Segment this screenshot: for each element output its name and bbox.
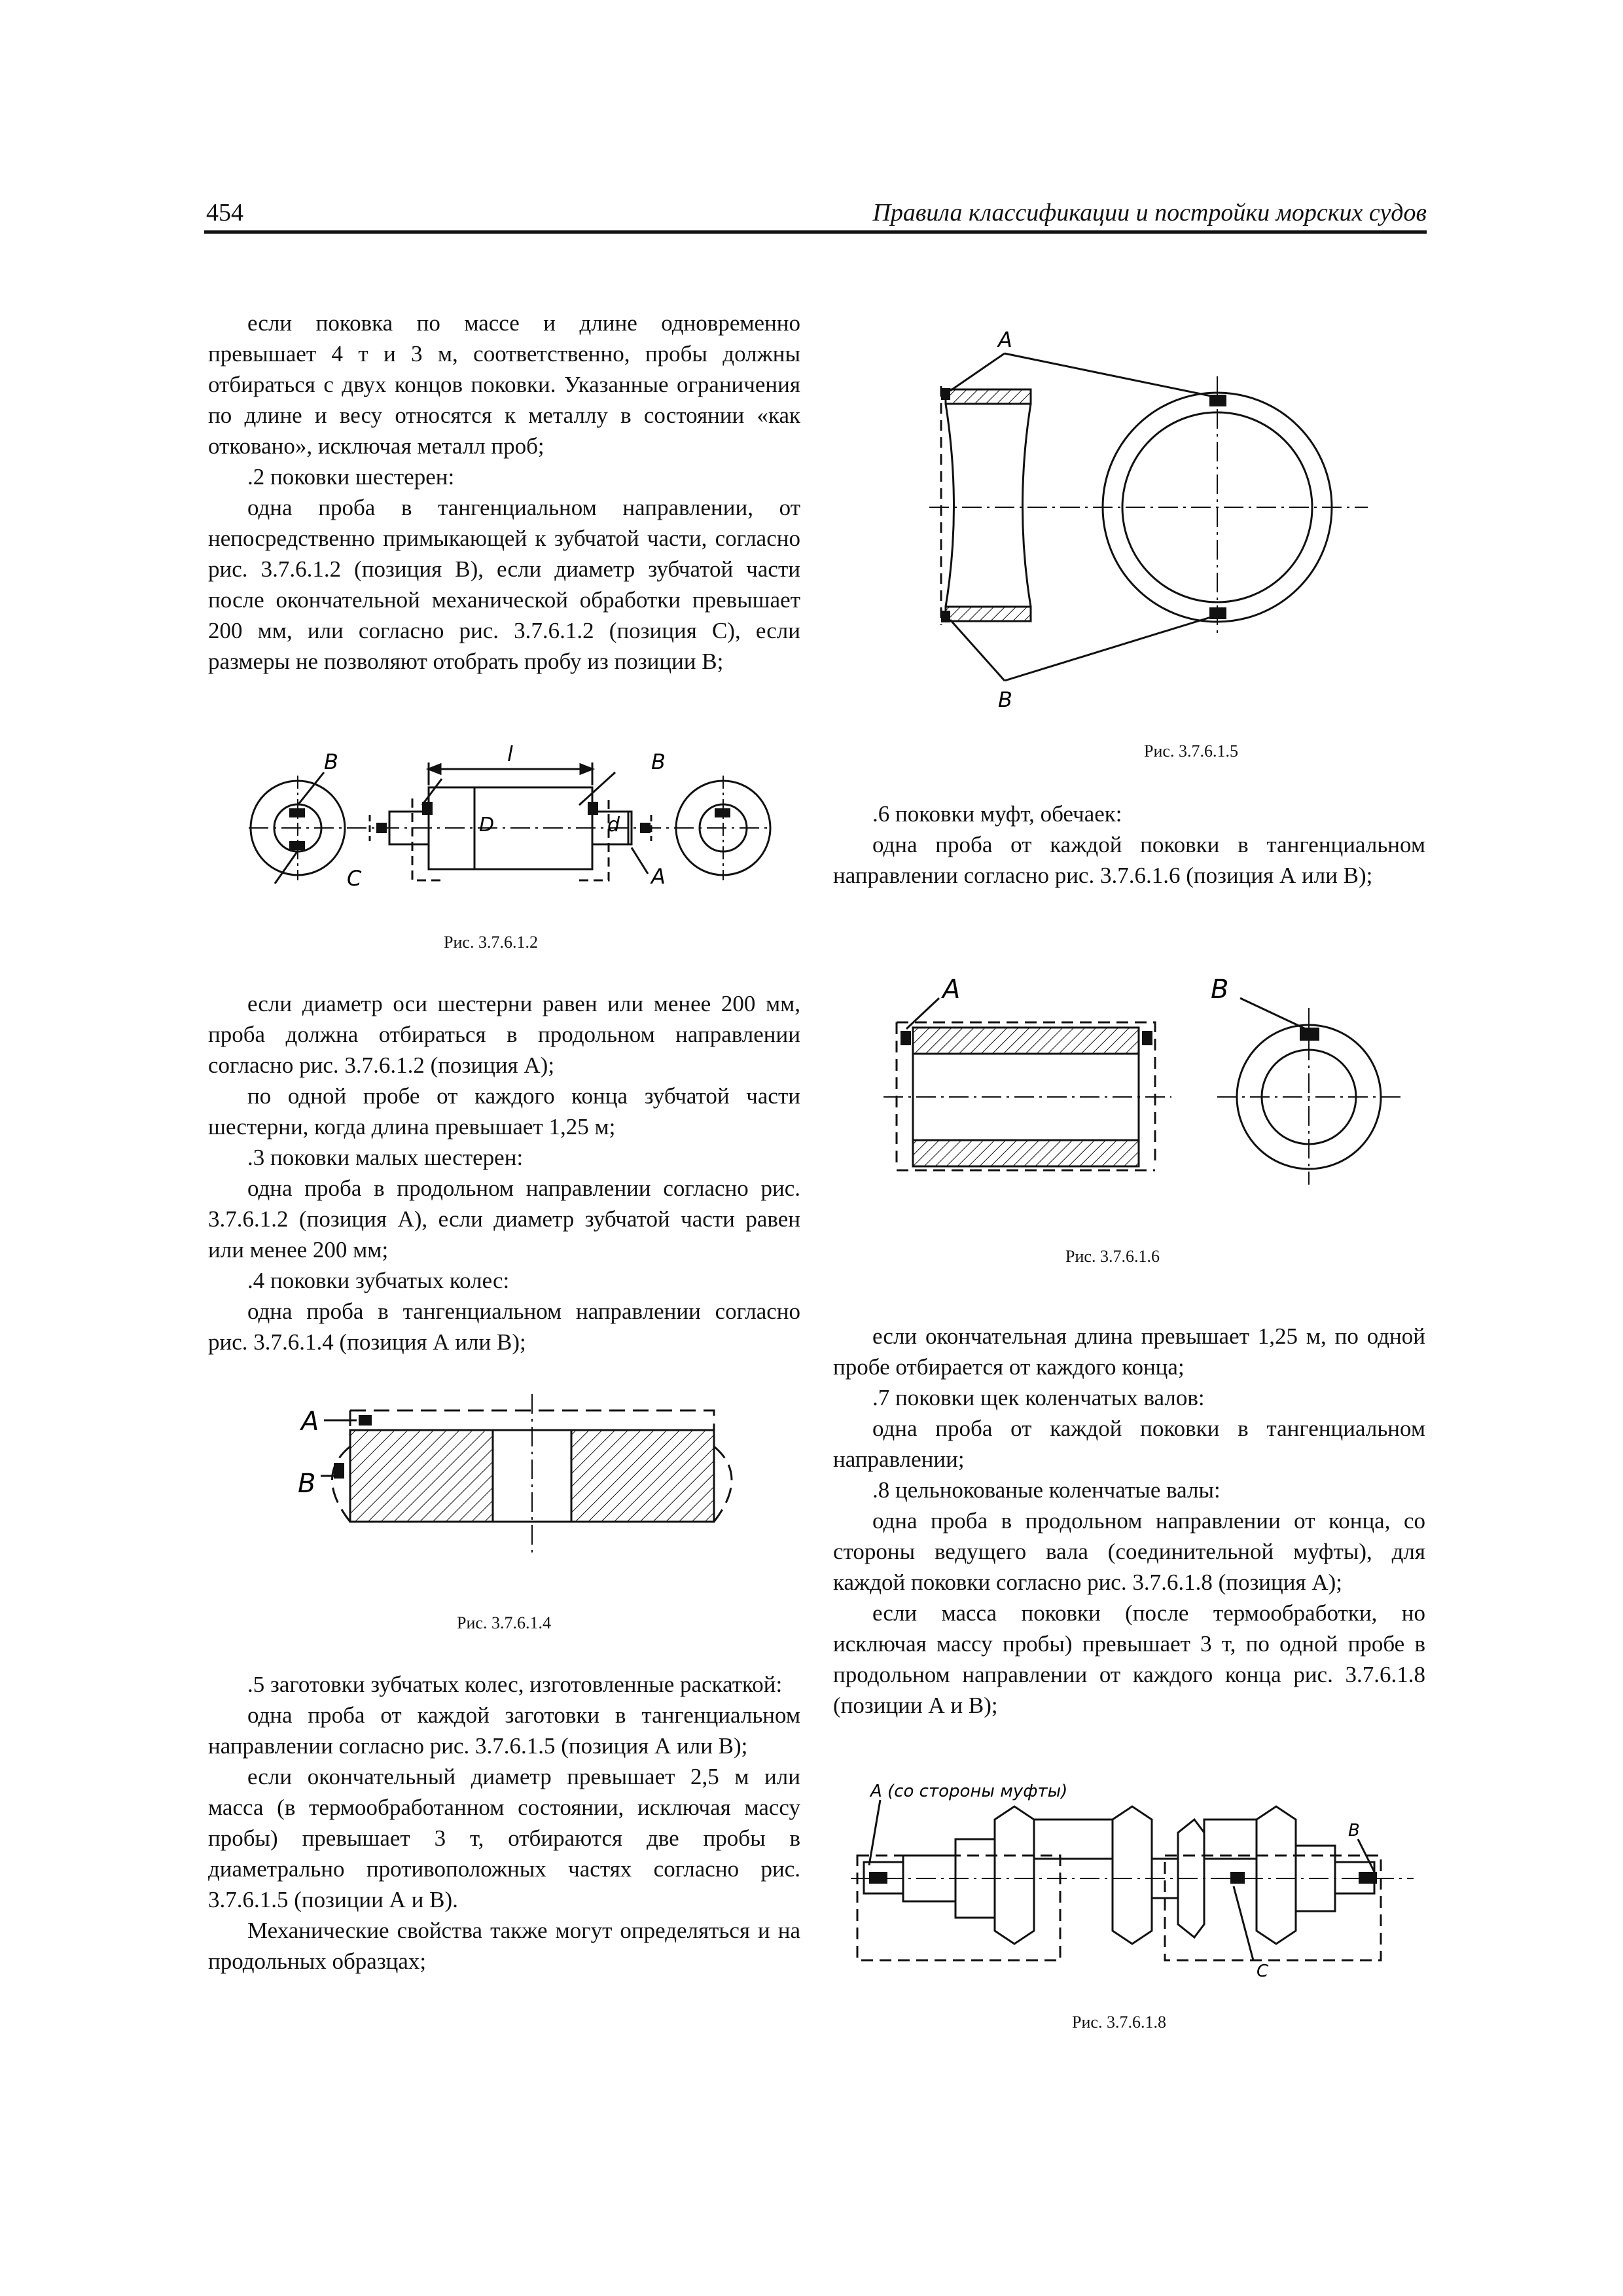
figure-3-7-6-1-4 [288,1381,772,1564]
fig2-label-l: l [507,742,513,766]
paragraph: если масса поковки (после термообработки, но исключая массу пробы) превышает 3 т, по одной пробе в продольном направлении от каждого конца рис. 3.7.6.1.8 (позиции А и В); [833,1600,1425,1718]
fig8-label-c: C [1257,1962,1269,1981]
paragraph: .8 цельнокованые коленчатые валы: [872,1477,1221,1503]
caption-fig2: Рис. 3.7.6.1.2 [444,933,538,952]
figure-3-7-6-1-5 [916,317,1427,723]
page-number: 454 [206,199,243,226]
fig2-label-c: C [347,866,362,891]
fig2-label-b-right: B [651,749,666,774]
paragraph: по одной пробе от каждого конца зубчатой части шестерни, когда длина превышает 1,25 м; [208,1083,800,1139]
paragraph: одна проба в тангенциальном направлении, от непосредственно примыкающей к зубчатой части, согласно рис. 3.7.6.1.2 (позиция В), если диаметр зубчатой части после окончательной механической обработки превышает 200 мм, или согласно рис. 3.7.6.1.2 (позиция С), если размеры не позволяют отобрать пробу из позиции В; [208,495,800,674]
paragraph: одна проба в продольном направлении согласно рис. 3.7.6.1.2 (позиция А), если диаметр зубчатой части равен или менее 200 мм; [208,1175,800,1263]
fig4-label-a: A [301,1407,319,1437]
fig4-label-b: B [298,1469,316,1499]
paragraph: если диаметр оси шестерни равен или менее 200 мм, проба должна отбираться в продольном направлении согласно рис. 3.7.6.1.2 (позиция А); [208,991,800,1078]
paragraph: одна проба от каждой заготовки в тангенциальном направлении согласно рис. 3.7.6.1.5 (позиция А или В); [208,1702,800,1759]
paragraph: .5 заготовки зубчатых колес, изготовленные раскаткой: [247,1672,783,1697]
right-text-block-2 [833,1321,1425,1721]
running-title: Правила классификации и постройки морских судов [872,199,1427,226]
figure-3-7-6-1-8 [851,1774,1420,1983]
fig2-label-d-big: D [479,814,495,836]
paragraph: одна проба от каждой поковки в тангенциальном направлении согласно рис. 3.7.6.1.6 (позиция А или В); [833,832,1425,888]
fig2-label-d-small: d [607,814,620,836]
paragraph: одна проба от каждой поковки в тангенциальном направлении; [833,1416,1425,1472]
paragraph: .2 поковки шестерен: [247,464,455,490]
caption-fig6: Рис. 3.7.6.1.6 [1065,1247,1160,1266]
paragraph: .6 поковки муфт, обечаек: [872,801,1122,827]
paragraph: если поковка по массе и длине одновременно превышает 4 т и 3 м, соответственно, пробы должны отбираться с двух концов поковки. Указанные ограничения по длине и весу относятся к металлу в состоянии «как отковано», исключая металл проб; [208,310,800,459]
paragraph: .7 поковки щек коленчатых валов: [872,1385,1205,1410]
paragraph: одна проба в продольном направлении от конца, со стороны ведущего вала (соединительной муфты), для каждой поковки согласно рис. 3.7.6.1.8 (позиция А); [833,1508,1425,1595]
left-text-block-2 [208,988,800,1357]
fig8-label-a: A (со стороны муфты) [870,1782,1068,1801]
fig5-label-b: B [998,687,1012,712]
fig6-label-b: B [1211,975,1229,1005]
fig2-label-b-left: B [324,749,338,774]
caption-fig5: Рис. 3.7.6.1.5 [1144,742,1238,761]
fig6-label-a: A [942,975,961,1005]
paragraph: одна проба в тангенциальном направлении согласно рис. 3.7.6.1.4 (позиция А или В); [208,1299,800,1355]
paragraph: .4 поковки зубчатых колес: [247,1268,510,1293]
header-rule [204,230,1427,234]
right-text-block-1 [833,798,1425,891]
left-text-block-3 [208,1669,800,1977]
left-text-block-1 [208,308,800,677]
figure-3-7-6-1-6 [877,969,1400,1185]
caption-fig8: Рис. 3.7.6.1.8 [1072,2013,1166,2032]
fig2-label-a: A [651,864,666,889]
fig5-label-a: A [998,327,1012,352]
caption-fig4: Рис. 3.7.6.1.4 [457,1613,551,1632]
paragraph: .3 поковки малых шестерен: [247,1145,524,1170]
paragraph: если окончательный диаметр превышает 2,5 м или масса (в термообработанном состоянии, исключая массу пробы) превышает 3 т, отбираются две пробы в диаметрально противоположных частях согласно рис. 3.7.6.1.5 (позиции А и В). [208,1764,800,1912]
paragraph: Механические свойства также могут определяться и на продольных образцах; [208,1918,800,1974]
figure-3-7-6-1-2 [249,743,772,906]
paragraph: если окончательная длина превышает 1,25 м, по одной пробе отбирается от каждого конца; [833,1323,1425,1380]
fig8-label-b: B [1348,1821,1360,1840]
